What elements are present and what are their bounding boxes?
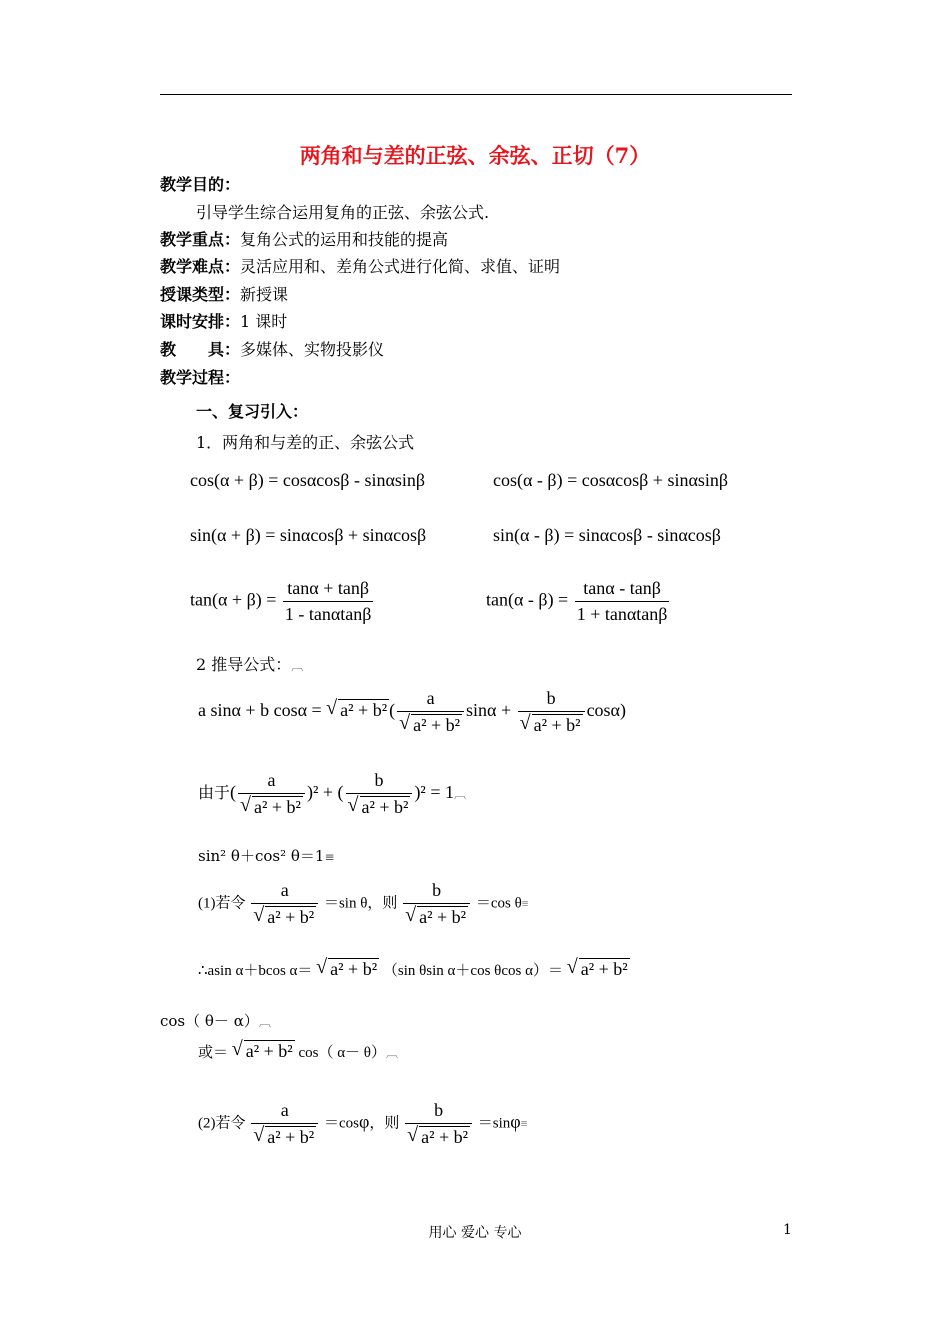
item-1: 1．两角和与差的正、余弦公式 bbox=[196, 433, 415, 452]
case2-eq2: ＝sin bbox=[477, 1115, 511, 1132]
therefore-sqrt-1: √ a² + b² bbox=[328, 958, 379, 980]
case1-frac-a-sqrt: √ a² + b² bbox=[265, 906, 316, 928]
or-sqrt: √ a² + b² bbox=[244, 1040, 295, 1062]
paragraph-mark: ︹ bbox=[291, 659, 304, 673]
paragraph-mark: ︹ bbox=[258, 1015, 271, 1029]
goal-label: 教学目的： bbox=[160, 175, 241, 194]
since-frac-a bbox=[238, 770, 305, 818]
type-row bbox=[160, 282, 288, 305]
case1-frac-b bbox=[403, 880, 470, 928]
or-tail: cos（ α－ θ） bbox=[298, 1045, 386, 1061]
since-frac-b-den bbox=[346, 793, 413, 818]
case1-frac-b-sqrt: √ a² + b² bbox=[417, 906, 468, 928]
tan-plus-num: tanα + tanβ bbox=[287, 578, 370, 598]
tan-minus-lhs: tan(α - β) = bbox=[486, 589, 569, 610]
frac-b-sqrt: √ a² + b² bbox=[532, 714, 583, 736]
frac-a-sqrt: √ a² + b² bbox=[411, 714, 462, 736]
since-frac-a-num: a bbox=[267, 770, 276, 790]
case2-frac-b-sqrt: √ a² + b² bbox=[419, 1126, 470, 1148]
diff-label: 教学难点： bbox=[160, 257, 241, 276]
therefore-line bbox=[198, 958, 630, 980]
goal-text: 引导学生综合运用复角的正弦、余弦公式. bbox=[196, 203, 490, 222]
tan-minus-den: 1 + tanαtanβ bbox=[575, 601, 670, 625]
case1-eq2: ＝cos θ bbox=[475, 895, 522, 912]
paragraph-mark: ≡ bbox=[521, 896, 529, 911]
identity-line bbox=[198, 845, 335, 866]
tan-minus-num: tanα - tanβ bbox=[583, 578, 661, 598]
tools-row bbox=[160, 337, 384, 360]
case2-frac-b-den bbox=[405, 1123, 472, 1148]
tan-plus-den: 1 - tanαtanβ bbox=[283, 601, 374, 625]
formula-cos-minus: cos(α - β) = cosαcosβ + sinαsinβ bbox=[493, 470, 729, 490]
formula-tan-plus bbox=[190, 578, 375, 625]
section-review: 一、复习引入： bbox=[196, 402, 309, 421]
derive-main bbox=[198, 688, 626, 736]
since-frac-b-sqrt: √ a² + b² bbox=[360, 796, 411, 818]
since-frac-b bbox=[346, 770, 413, 818]
or-label: 或＝ bbox=[198, 1045, 229, 1061]
case2-eq1: ＝cos bbox=[323, 1115, 359, 1132]
header-rule bbox=[160, 94, 792, 95]
frac-b bbox=[518, 688, 585, 736]
formula-cos-plus: cos(α + β) = cosαcosβ - sinαsinβ bbox=[190, 470, 426, 490]
item-2-text: 2 推导公式： bbox=[196, 655, 292, 674]
tan-plus-lhs: tan(α + β) = bbox=[190, 589, 277, 610]
case2-frac-a-den bbox=[251, 1123, 318, 1148]
therefore-mid: （sin θsin α＋cos θcos α）＝ bbox=[382, 963, 563, 979]
case2-phi-2: φ bbox=[510, 1111, 521, 1132]
page-footer: 用心 爱心 专心 bbox=[428, 1225, 522, 1241]
case2-frac-a bbox=[251, 1100, 318, 1148]
paragraph-mark: ︹ bbox=[386, 1046, 399, 1060]
since-frac-a-den bbox=[238, 793, 305, 818]
tan-plus-fraction bbox=[283, 578, 374, 625]
case2-phi-1: φ bbox=[358, 1111, 370, 1132]
case1-label: (1)若令 bbox=[198, 895, 246, 912]
case2-frac-a-num: a bbox=[280, 1100, 289, 1120]
derive-since: 由于( a √ a² + b² )² + ( b √ a² + b² )² = 1︹ bbox=[198, 770, 466, 818]
paragraph-mark: ≡ bbox=[324, 850, 335, 864]
derive-cos: cosα) bbox=[586, 700, 626, 721]
case2-frac-b-num: b bbox=[434, 1100, 444, 1120]
key-row bbox=[160, 227, 448, 250]
type-text: 新授课 bbox=[240, 285, 289, 304]
cos-diff-text: cos（ θ－ α） bbox=[160, 1012, 259, 1030]
formula-tan-minus bbox=[486, 578, 671, 625]
page-title: 两角和与差的正弦、余弦、正切（7） bbox=[299, 143, 651, 168]
or-line bbox=[198, 1040, 398, 1062]
case1-frac-b-num: b bbox=[432, 880, 442, 900]
case2-frac-b bbox=[405, 1100, 472, 1148]
since-frac-a-sqrt: √ a² + b² bbox=[252, 796, 303, 818]
formula-sin-minus: sin(α - β) = sinαcosβ - sinαcosβ bbox=[493, 525, 721, 545]
tools-label: 教 具： bbox=[160, 340, 241, 359]
therefore-text: ∴asin α＋bcos α＝ bbox=[198, 963, 313, 979]
type-label: 授课类型： bbox=[160, 285, 241, 304]
frac-a-num: a bbox=[426, 688, 435, 708]
case1-frac-b-den bbox=[403, 903, 470, 928]
frac-a-den bbox=[397, 711, 464, 736]
hours-row bbox=[160, 309, 287, 332]
sqrt-ab: √ a² + b² bbox=[338, 699, 389, 721]
diff-text: 灵活应用和、差角公式进行化简、求值、证明 bbox=[240, 257, 561, 276]
frac-b-den bbox=[518, 711, 585, 736]
paragraph-mark: ︹ bbox=[453, 787, 466, 802]
frac-b-num: b bbox=[546, 688, 556, 708]
case1-frac-a bbox=[251, 880, 318, 928]
cos-diff-line bbox=[160, 1010, 271, 1031]
case2-frac-a-sqrt: √ a² + b² bbox=[265, 1126, 316, 1148]
process-label: 教学过程： bbox=[160, 368, 241, 387]
since-frac-b-num: b bbox=[374, 770, 384, 790]
case1-frac-a-num: a bbox=[280, 880, 289, 900]
case1-line bbox=[198, 880, 529, 928]
identity-text: sin² θ＋cos² θ＝1 bbox=[198, 847, 325, 865]
paragraph-mark: ≡ bbox=[520, 1116, 528, 1131]
since-sq-plus: )² + ( bbox=[306, 782, 344, 803]
key-text: 复角公式的运用和技能的提高 bbox=[240, 230, 449, 249]
page-number: 1 bbox=[783, 1222, 792, 1238]
key-label: 教学重点： bbox=[160, 230, 241, 249]
derive-sin: sinα + bbox=[466, 700, 512, 721]
tools-text: 多媒体、实物投影仪 bbox=[240, 340, 385, 359]
therefore-sqrt-2: √ a² + b² bbox=[579, 958, 630, 980]
derive-lhs: a sinα + b cosα = bbox=[198, 700, 322, 721]
hours-text: 1 课时 bbox=[240, 312, 288, 331]
case2-mid: ，则 bbox=[369, 1115, 400, 1132]
since-sq-end: )² = 1 bbox=[414, 782, 454, 803]
tan-minus-fraction bbox=[575, 578, 670, 625]
formula-sin-plus: sin(α + β) = sinαcosβ + sinαcosβ bbox=[190, 525, 427, 545]
hours-label: 课时安排： bbox=[160, 312, 241, 331]
since-label: 由于 bbox=[198, 785, 231, 803]
case2-line bbox=[198, 1100, 527, 1148]
derive-open: ( bbox=[389, 700, 396, 721]
case2-label: (2)若令 bbox=[198, 1115, 246, 1132]
item-2 bbox=[196, 652, 303, 675]
diff-row bbox=[160, 254, 560, 277]
case1-frac-a-den bbox=[251, 903, 318, 928]
case1-eq1: ＝sin θ，则 bbox=[323, 895, 398, 912]
frac-a bbox=[397, 688, 464, 736]
